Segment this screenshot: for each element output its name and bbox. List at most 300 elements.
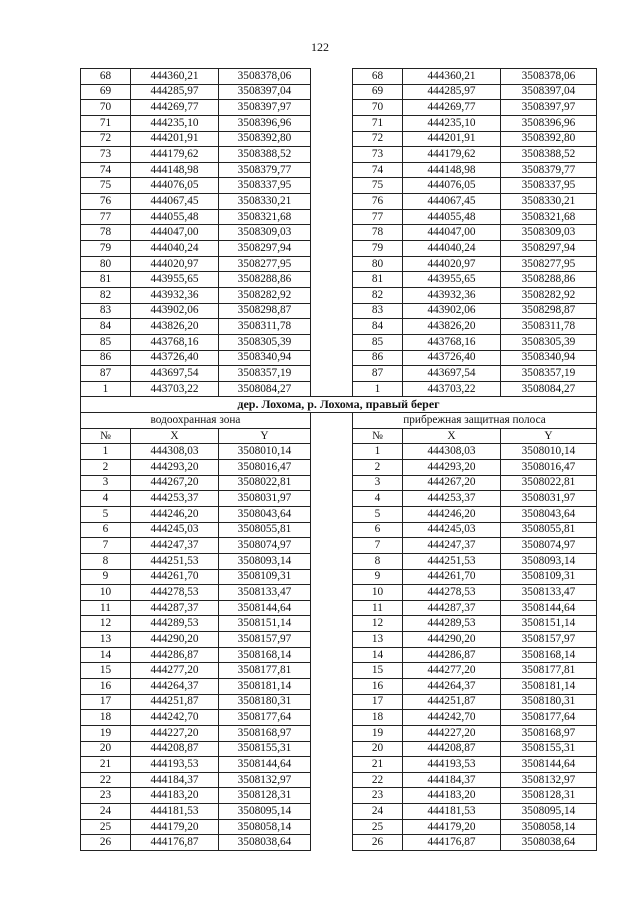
point-number-right: 79	[353, 241, 403, 257]
point-number-right: 15	[353, 663, 403, 679]
column-gap	[311, 757, 353, 773]
point-number-left: 25	[81, 819, 131, 835]
table-row	[81, 194, 597, 210]
table-row	[81, 162, 597, 178]
y-coordinate-left: 3508397,97	[219, 100, 311, 116]
point-number-left: 70	[81, 100, 131, 116]
x-coordinate-left: 444067,45	[131, 194, 219, 210]
point-number-left: 87	[81, 366, 131, 382]
y-coordinate-right: 3508288,86	[501, 272, 597, 288]
column-gap	[311, 569, 353, 585]
header-x-right: X	[403, 428, 501, 444]
column-gap	[311, 225, 353, 241]
y-coordinate-right: 3508058,14	[501, 819, 597, 835]
table-row	[81, 272, 597, 288]
point-number-left: 83	[81, 303, 131, 319]
section-title-row	[81, 397, 597, 413]
x-coordinate-left: 443932,36	[131, 287, 219, 303]
left-zone-title: водоохранная зона	[81, 413, 311, 429]
y-coordinate-left: 3508084,27	[219, 381, 311, 397]
y-coordinate-right: 3508357,19	[501, 366, 597, 382]
column-gap	[311, 616, 353, 632]
column-gap	[311, 287, 353, 303]
x-coordinate-right: 444246,20	[403, 506, 501, 522]
point-number-right: 20	[353, 741, 403, 757]
y-coordinate-right: 3508084,27	[501, 381, 597, 397]
y-coordinate-right: 3508038,64	[501, 835, 597, 851]
point-number-right: 18	[353, 710, 403, 726]
x-coordinate-right: 444290,20	[403, 632, 501, 648]
table-row	[81, 115, 597, 131]
y-coordinate-left: 3508357,19	[219, 366, 311, 382]
y-coordinate-left: 3508396,96	[219, 115, 311, 131]
column-gap	[311, 428, 353, 444]
x-coordinate-left: 444290,20	[131, 632, 219, 648]
table-row	[81, 131, 597, 147]
x-coordinate-left: 444285,97	[131, 84, 219, 100]
table-row	[81, 663, 597, 679]
x-coordinate-right: 444242,70	[403, 710, 501, 726]
point-number-right: 13	[353, 632, 403, 648]
table-row	[81, 303, 597, 319]
coordinates-table	[80, 68, 597, 851]
y-coordinate-right: 3508055,81	[501, 522, 597, 538]
x-coordinate-left: 444251,87	[131, 694, 219, 710]
point-number-left: 79	[81, 241, 131, 257]
y-coordinate-right: 3508128,31	[501, 788, 597, 804]
table-row	[81, 366, 597, 382]
y-coordinate-right: 3508031,97	[501, 491, 597, 507]
point-number-right: 71	[353, 115, 403, 131]
y-coordinate-right: 3508074,97	[501, 538, 597, 554]
column-gap	[311, 553, 353, 569]
point-number-left: 24	[81, 804, 131, 820]
y-coordinate-left: 3508388,52	[219, 147, 311, 163]
point-number-right: 69	[353, 84, 403, 100]
x-coordinate-right: 444181,53	[403, 804, 501, 820]
table-row	[81, 147, 597, 163]
y-coordinate-right: 3508168,97	[501, 725, 597, 741]
y-coordinate-right: 3508340,94	[501, 350, 597, 366]
point-number-left: 11	[81, 600, 131, 616]
x-coordinate-left: 443703,22	[131, 381, 219, 397]
y-coordinate-left: 3508133,47	[219, 585, 311, 601]
column-gap	[311, 131, 353, 147]
column-gap	[311, 835, 353, 851]
point-number-left: 5	[81, 506, 131, 522]
y-coordinate-left: 3508016,47	[219, 460, 311, 476]
y-coordinate-left: 3508109,31	[219, 569, 311, 585]
y-coordinate-left: 3508277,95	[219, 256, 311, 272]
y-coordinate-left: 3508132,97	[219, 772, 311, 788]
point-number-left: 8	[81, 553, 131, 569]
y-coordinate-right: 3508144,64	[501, 600, 597, 616]
table-row	[81, 585, 597, 601]
table-row	[81, 725, 597, 741]
y-coordinate-right: 3508397,04	[501, 84, 597, 100]
column-gap	[311, 460, 353, 476]
point-number-right: 80	[353, 256, 403, 272]
y-coordinate-left: 3508043,64	[219, 506, 311, 522]
y-coordinate-left: 3508337,95	[219, 178, 311, 194]
point-number-left: 26	[81, 835, 131, 851]
y-coordinate-left: 3508058,14	[219, 819, 311, 835]
point-number-left: 9	[81, 569, 131, 585]
point-number-right: 82	[353, 287, 403, 303]
x-coordinate-left: 444278,53	[131, 585, 219, 601]
y-coordinate-left: 3508093,14	[219, 553, 311, 569]
point-number-left: 68	[81, 69, 131, 85]
column-gap	[311, 788, 353, 804]
x-coordinate-left: 444253,37	[131, 491, 219, 507]
y-coordinate-right: 3508016,47	[501, 460, 597, 476]
point-number-left: 75	[81, 178, 131, 194]
table-row	[81, 522, 597, 538]
x-coordinate-right: 444360,21	[403, 69, 501, 85]
point-number-left: 3	[81, 475, 131, 491]
table-row	[81, 772, 597, 788]
point-number-left: 15	[81, 663, 131, 679]
column-gap	[311, 178, 353, 194]
x-coordinate-left: 444308,03	[131, 444, 219, 460]
point-number-right: 17	[353, 694, 403, 710]
point-number-left: 1	[81, 444, 131, 460]
point-number-right: 21	[353, 757, 403, 773]
table-row	[81, 819, 597, 835]
column-gap	[311, 647, 353, 663]
column-gap	[311, 115, 353, 131]
y-coordinate-left: 3508392,80	[219, 131, 311, 147]
x-coordinate-right: 444076,05	[403, 178, 501, 194]
x-coordinate-right: 444193,53	[403, 757, 501, 773]
x-coordinate-left: 443955,65	[131, 272, 219, 288]
x-coordinate-left: 443768,16	[131, 334, 219, 350]
column-gap	[311, 194, 353, 210]
x-coordinate-left: 444055,48	[131, 209, 219, 225]
y-coordinate-right: 3508155,31	[501, 741, 597, 757]
point-number-right: 2	[353, 460, 403, 476]
x-coordinate-left: 444247,37	[131, 538, 219, 554]
point-number-left: 86	[81, 350, 131, 366]
page-number: 122	[311, 40, 329, 54]
x-coordinate-right: 444183,20	[403, 788, 501, 804]
point-number-left: 2	[81, 460, 131, 476]
column-gap	[311, 694, 353, 710]
x-coordinate-left: 444289,53	[131, 616, 219, 632]
table-row	[81, 287, 597, 303]
y-coordinate-right: 3508337,95	[501, 178, 597, 194]
table-row	[81, 256, 597, 272]
y-coordinate-left: 3508177,81	[219, 663, 311, 679]
point-number-left: 10	[81, 585, 131, 601]
x-coordinate-left: 444148,98	[131, 162, 219, 178]
point-number-right: 7	[353, 538, 403, 554]
x-coordinate-right: 444293,20	[403, 460, 501, 476]
y-coordinate-right: 3508022,81	[501, 475, 597, 491]
y-coordinate-left: 3508074,97	[219, 538, 311, 554]
point-number-right: 85	[353, 334, 403, 350]
x-coordinate-left: 444076,05	[131, 178, 219, 194]
y-coordinate-right: 3508180,31	[501, 694, 597, 710]
y-coordinate-right: 3508010,14	[501, 444, 597, 460]
table-row	[81, 100, 597, 116]
y-coordinate-right: 3508309,03	[501, 225, 597, 241]
point-number-right: 77	[353, 209, 403, 225]
table-row	[81, 553, 597, 569]
table-row	[81, 788, 597, 804]
table-row	[81, 491, 597, 507]
column-gap	[311, 381, 353, 397]
x-coordinate-right: 444264,37	[403, 678, 501, 694]
x-coordinate-left: 444193,53	[131, 757, 219, 773]
point-number-right: 8	[353, 553, 403, 569]
point-number-left: 77	[81, 209, 131, 225]
y-coordinate-right: 3508397,97	[501, 100, 597, 116]
table-row	[81, 350, 597, 366]
point-number-left: 16	[81, 678, 131, 694]
x-coordinate-left: 444286,87	[131, 647, 219, 663]
x-coordinate-left: 443902,06	[131, 303, 219, 319]
y-coordinate-left: 3508095,14	[219, 804, 311, 820]
x-coordinate-right: 444286,87	[403, 647, 501, 663]
point-number-right: 14	[353, 647, 403, 663]
x-coordinate-left: 444261,70	[131, 569, 219, 585]
point-number-right: 78	[353, 225, 403, 241]
point-number-left: 13	[81, 632, 131, 648]
header-no-right: №	[353, 428, 403, 444]
x-coordinate-left: 443697,54	[131, 366, 219, 382]
y-coordinate-right: 3508157,97	[501, 632, 597, 648]
point-number-right: 68	[353, 69, 403, 85]
table-row	[81, 600, 597, 616]
table-row	[81, 319, 597, 335]
y-coordinate-left: 3508321,68	[219, 209, 311, 225]
column-gap	[311, 663, 353, 679]
y-coordinate-right: 3508305,39	[501, 334, 597, 350]
point-number-right: 70	[353, 100, 403, 116]
point-number-left: 19	[81, 725, 131, 741]
table-row	[81, 381, 597, 397]
y-coordinate-right: 3508181,14	[501, 678, 597, 694]
table-row	[81, 835, 597, 851]
x-coordinate-right: 443932,36	[403, 287, 501, 303]
x-coordinate-right: 444269,77	[403, 100, 501, 116]
table-row	[81, 178, 597, 194]
table-row	[81, 741, 597, 757]
point-number-left: 78	[81, 225, 131, 241]
column-gap	[311, 209, 353, 225]
point-number-right: 16	[353, 678, 403, 694]
x-coordinate-left: 444267,20	[131, 475, 219, 491]
x-coordinate-right: 443703,22	[403, 381, 501, 397]
point-number-right: 3	[353, 475, 403, 491]
point-number-left: 69	[81, 84, 131, 100]
y-coordinate-right: 3508379,77	[501, 162, 597, 178]
x-coordinate-left: 444184,37	[131, 772, 219, 788]
column-gap	[311, 100, 353, 116]
point-number-left: 1	[81, 381, 131, 397]
x-coordinate-left: 444179,20	[131, 819, 219, 835]
point-number-right: 24	[353, 804, 403, 820]
point-number-right: 12	[353, 616, 403, 632]
y-coordinate-left: 3508177,64	[219, 710, 311, 726]
x-coordinate-right: 444278,53	[403, 585, 501, 601]
y-coordinate-left: 3508038,64	[219, 835, 311, 851]
point-number-right: 83	[353, 303, 403, 319]
header-y-left: Y	[219, 428, 311, 444]
table-row	[81, 757, 597, 773]
y-coordinate-right: 3508144,64	[501, 757, 597, 773]
y-coordinate-left: 3508397,04	[219, 84, 311, 100]
table-row	[81, 84, 597, 100]
point-number-left: 84	[81, 319, 131, 335]
y-coordinate-right: 3508321,68	[501, 209, 597, 225]
x-coordinate-left: 443726,40	[131, 350, 219, 366]
y-coordinate-left: 3508031,97	[219, 491, 311, 507]
column-gap	[311, 600, 353, 616]
x-coordinate-right: 443955,65	[403, 272, 501, 288]
column-gap	[311, 804, 353, 820]
point-number-left: 18	[81, 710, 131, 726]
y-coordinate-right: 3508043,64	[501, 506, 597, 522]
y-coordinate-right: 3508378,06	[501, 69, 597, 85]
point-number-right: 11	[353, 600, 403, 616]
header-x-left: X	[131, 428, 219, 444]
x-coordinate-right: 444289,53	[403, 616, 501, 632]
x-coordinate-right: 444176,87	[403, 835, 501, 851]
y-coordinate-left: 3508010,14	[219, 444, 311, 460]
table-row	[81, 647, 597, 663]
y-coordinate-right: 3508277,95	[501, 256, 597, 272]
x-coordinate-left: 444040,24	[131, 241, 219, 257]
x-coordinate-left: 444201,91	[131, 131, 219, 147]
y-coordinate-left: 3508180,31	[219, 694, 311, 710]
header-y-right: Y	[501, 428, 597, 444]
point-number-left: 4	[81, 491, 131, 507]
point-number-left: 72	[81, 131, 131, 147]
x-coordinate-right: 444267,20	[403, 475, 501, 491]
point-number-right: 5	[353, 506, 403, 522]
y-coordinate-left: 3508155,31	[219, 741, 311, 757]
column-gap	[311, 272, 353, 288]
table-row	[81, 334, 597, 350]
y-coordinate-left: 3508144,64	[219, 757, 311, 773]
x-coordinate-right: 443826,20	[403, 319, 501, 335]
x-coordinate-left: 444047,00	[131, 225, 219, 241]
column-gap	[311, 162, 353, 178]
column-gap	[311, 632, 353, 648]
x-coordinate-right: 444245,03	[403, 522, 501, 538]
y-coordinate-right: 3508177,81	[501, 663, 597, 679]
point-number-left: 85	[81, 334, 131, 350]
x-coordinate-right: 444055,48	[403, 209, 501, 225]
x-coordinate-left: 444020,97	[131, 256, 219, 272]
y-coordinate-right: 3508388,52	[501, 147, 597, 163]
table-row	[81, 538, 597, 554]
right-zone-title: прибрежная защитная полоса	[353, 413, 597, 429]
x-coordinate-left: 444227,20	[131, 725, 219, 741]
x-coordinate-right: 444235,10	[403, 115, 501, 131]
column-header-row	[81, 428, 597, 444]
point-number-right: 22	[353, 772, 403, 788]
zone-header-row	[81, 413, 597, 429]
point-number-right: 87	[353, 366, 403, 382]
y-coordinate-left: 3508282,92	[219, 287, 311, 303]
y-coordinate-right: 3508133,47	[501, 585, 597, 601]
table-row	[81, 616, 597, 632]
point-number-right: 1	[353, 381, 403, 397]
point-number-right: 75	[353, 178, 403, 194]
y-coordinate-right: 3508177,64	[501, 710, 597, 726]
x-coordinate-left: 444235,10	[131, 115, 219, 131]
column-gap	[311, 678, 353, 694]
x-coordinate-right: 444251,87	[403, 694, 501, 710]
point-number-right: 19	[353, 725, 403, 741]
point-number-left: 71	[81, 115, 131, 131]
x-coordinate-right: 444179,20	[403, 819, 501, 835]
table-row	[81, 475, 597, 491]
x-coordinate-left: 443826,20	[131, 319, 219, 335]
table-row	[81, 694, 597, 710]
y-coordinate-right: 3508297,94	[501, 241, 597, 257]
table-row	[81, 209, 597, 225]
y-coordinate-right: 3508298,87	[501, 303, 597, 319]
x-coordinate-right: 444047,00	[403, 225, 501, 241]
x-coordinate-right: 444208,87	[403, 741, 501, 757]
point-number-left: 20	[81, 741, 131, 757]
point-number-left: 74	[81, 162, 131, 178]
y-coordinate-right: 3508168,14	[501, 647, 597, 663]
column-gap	[311, 69, 353, 85]
column-gap	[311, 491, 353, 507]
y-coordinate-right: 3508282,92	[501, 287, 597, 303]
column-gap	[311, 319, 353, 335]
y-coordinate-right: 3508392,80	[501, 131, 597, 147]
y-coordinate-left: 3508305,39	[219, 334, 311, 350]
x-coordinate-left: 444245,03	[131, 522, 219, 538]
point-number-right: 84	[353, 319, 403, 335]
column-gap	[311, 366, 353, 382]
point-number-left: 21	[81, 757, 131, 773]
table-row	[81, 569, 597, 585]
y-coordinate-left: 3508055,81	[219, 522, 311, 538]
point-number-left: 12	[81, 616, 131, 632]
column-gap	[311, 241, 353, 257]
y-coordinate-right: 3508132,97	[501, 772, 597, 788]
column-gap	[311, 303, 353, 319]
column-gap	[311, 506, 353, 522]
x-coordinate-left: 444287,37	[131, 600, 219, 616]
y-coordinate-left: 3508151,14	[219, 616, 311, 632]
y-coordinate-right: 3508311,78	[501, 319, 597, 335]
y-coordinate-right: 3508396,96	[501, 115, 597, 131]
x-coordinate-left: 444176,87	[131, 835, 219, 851]
point-number-left: 76	[81, 194, 131, 210]
column-gap	[311, 413, 353, 429]
table-row	[81, 804, 597, 820]
x-coordinate-right: 444285,97	[403, 84, 501, 100]
column-gap	[311, 819, 353, 835]
y-coordinate-right: 3508109,31	[501, 569, 597, 585]
y-coordinate-left: 3508181,14	[219, 678, 311, 694]
x-coordinate-left: 444242,70	[131, 710, 219, 726]
point-number-left: 14	[81, 647, 131, 663]
y-coordinate-left: 3508340,94	[219, 350, 311, 366]
column-gap	[311, 334, 353, 350]
x-coordinate-left: 444360,21	[131, 69, 219, 85]
x-coordinate-left: 444269,77	[131, 100, 219, 116]
header-no-left: №	[81, 428, 131, 444]
